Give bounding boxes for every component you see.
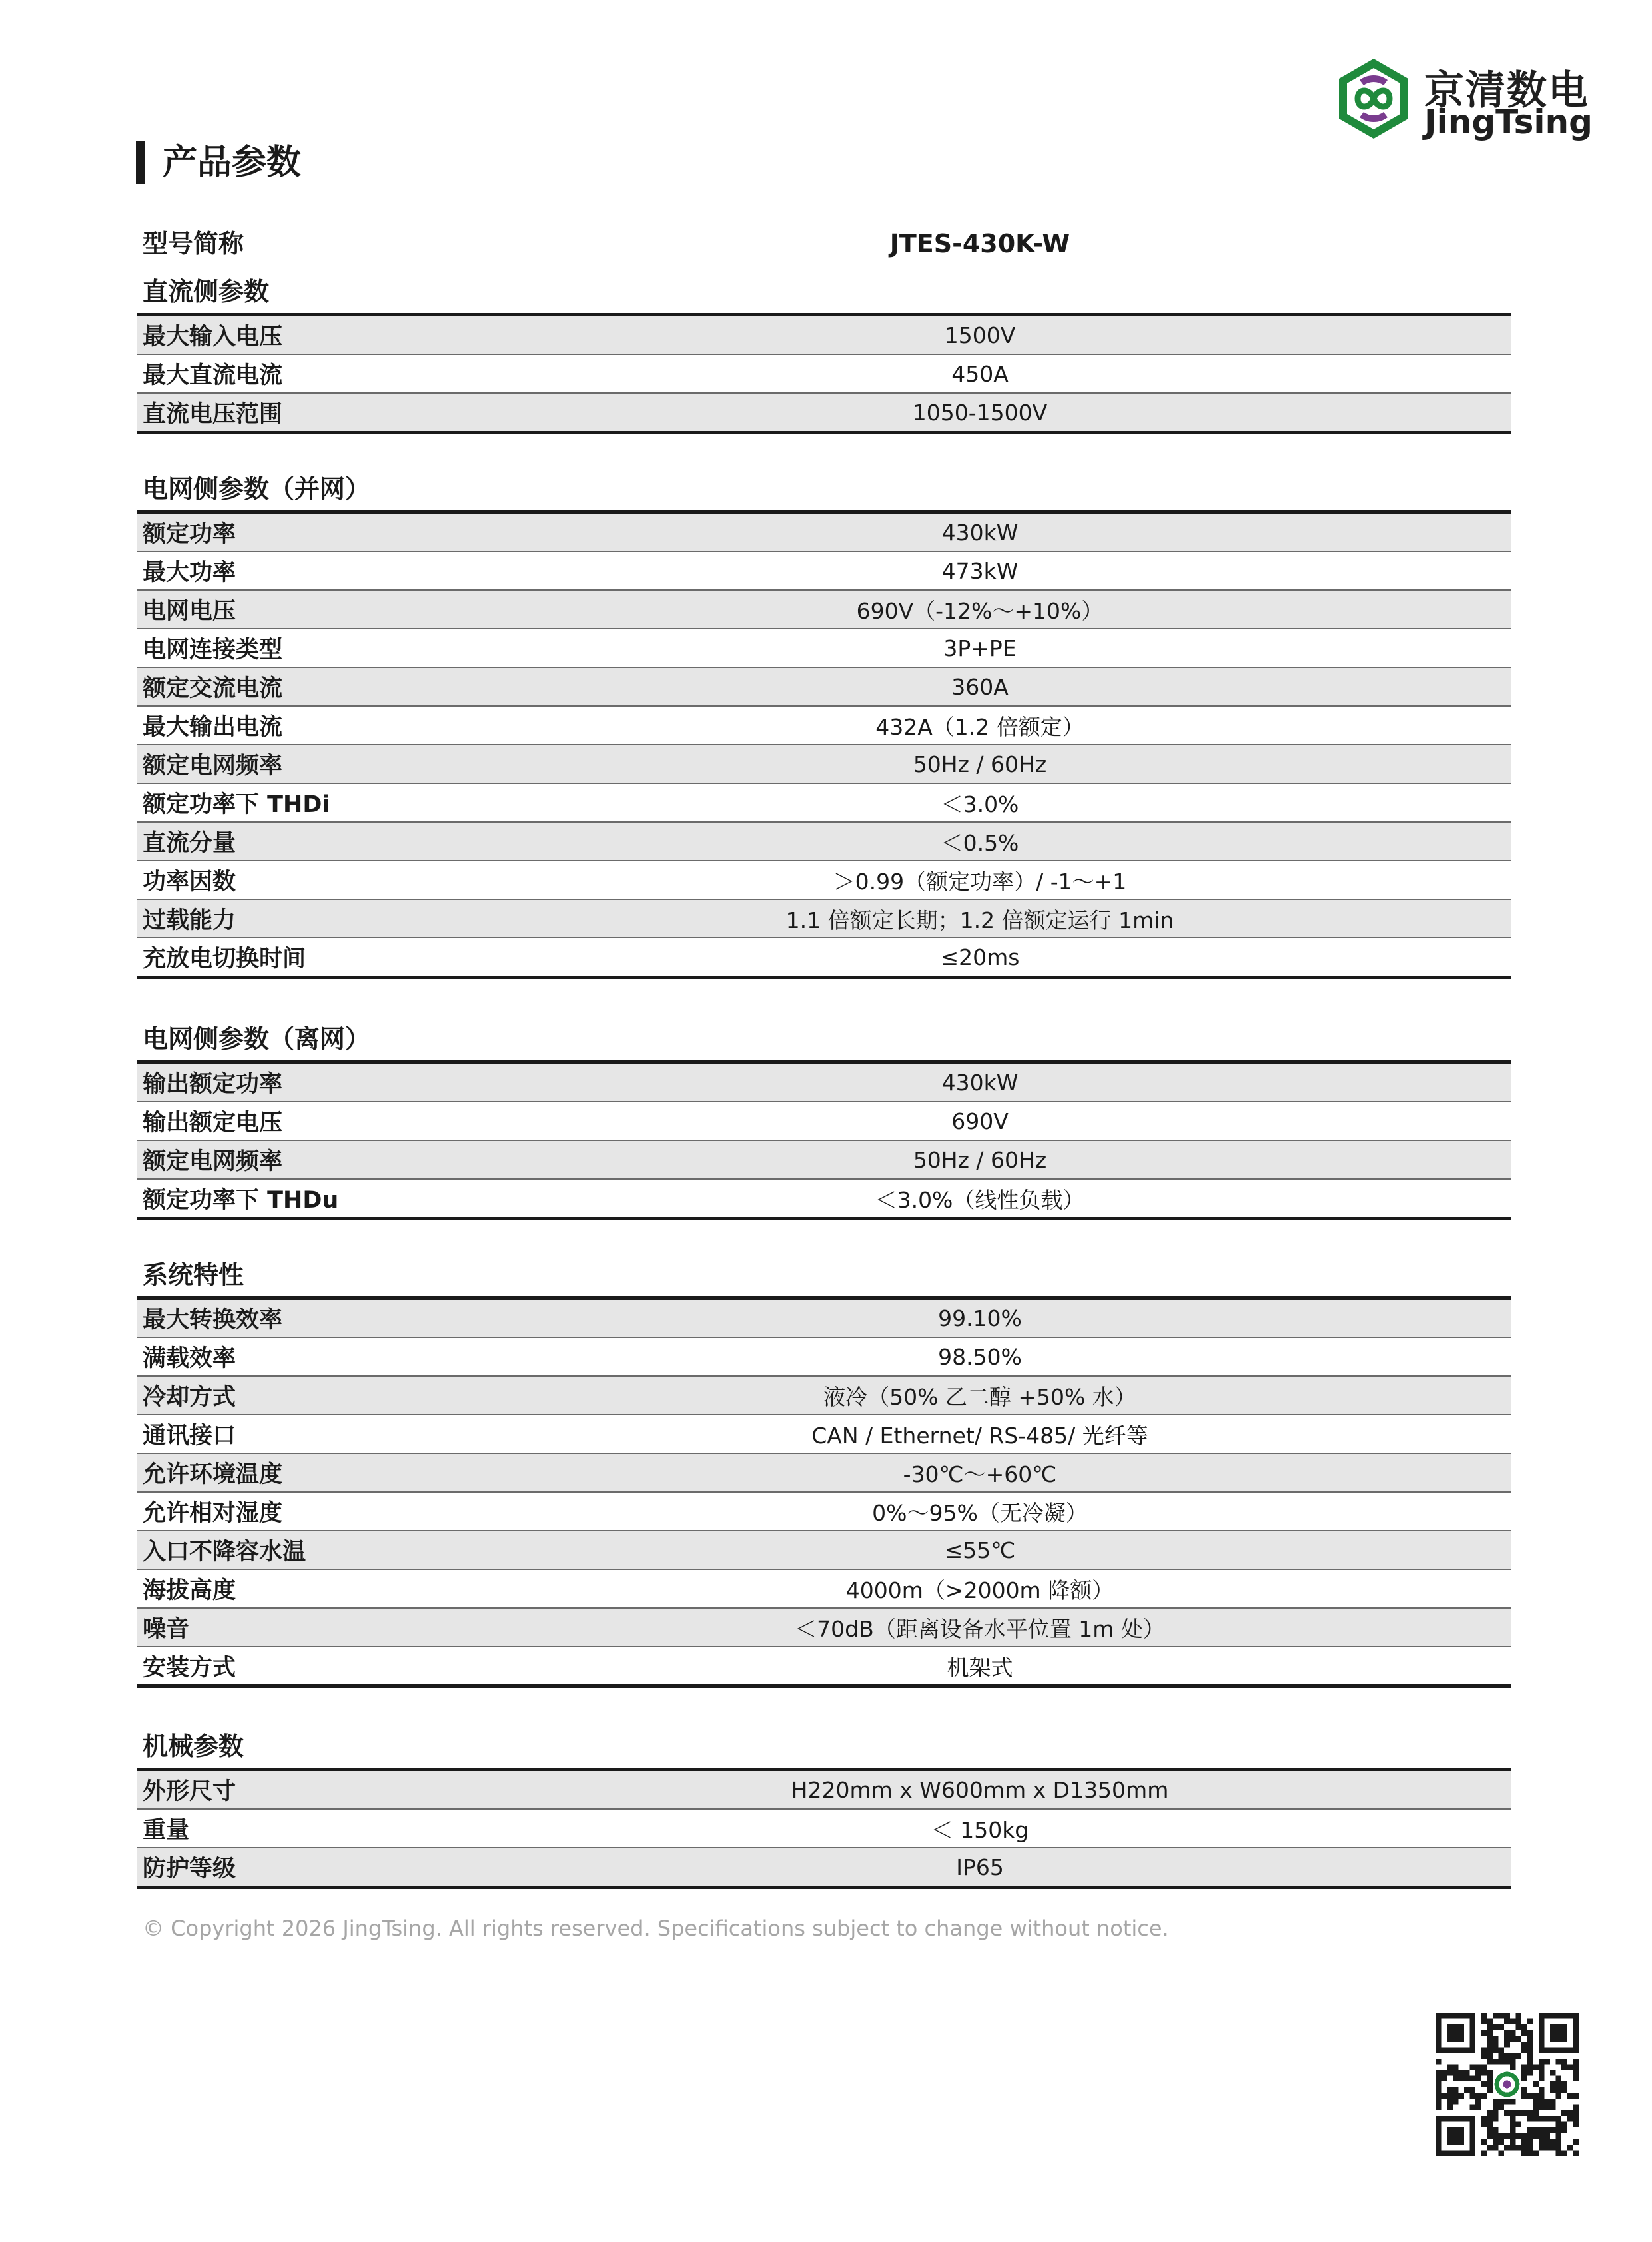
param-label: 入口不降容水温 bbox=[137, 1531, 449, 1569]
section-grid-off-params bbox=[137, 1018, 1511, 1220]
param-value: -30℃～+60℃ bbox=[449, 1453, 1511, 1492]
table-row bbox=[137, 393, 1511, 433]
param-value: 98.50% bbox=[449, 1337, 1511, 1376]
table-row bbox=[137, 1647, 1511, 1686]
table-row bbox=[137, 1415, 1511, 1453]
table-row bbox=[137, 354, 1511, 393]
section-title: 电网侧参数（离网） bbox=[137, 1018, 1511, 1064]
table-row bbox=[137, 1453, 1511, 1492]
param-label: 满载效率 bbox=[137, 1337, 449, 1376]
param-value: ≤55℃ bbox=[449, 1531, 1511, 1569]
table-row bbox=[137, 1337, 1511, 1376]
param-value: 360A bbox=[449, 667, 1511, 706]
param-value: ＜ 150kg bbox=[449, 1809, 1511, 1848]
param-label: 最大直流电流 bbox=[137, 354, 449, 393]
param-label: 安装方式 bbox=[143, 1655, 236, 1681]
param-value: 50Hz / 60Hz bbox=[449, 745, 1511, 783]
table-row bbox=[137, 861, 1511, 899]
param-label: 最大转换效率 bbox=[137, 1300, 449, 1337]
param-value: 4000m（>2000m 降额） bbox=[449, 1569, 1511, 1608]
param-label: 海拔高度 bbox=[137, 1569, 449, 1608]
table-row bbox=[137, 1376, 1511, 1415]
table-row bbox=[137, 822, 1511, 861]
param-label: 外形尺寸 bbox=[137, 1771, 449, 1809]
param-label: 允许相对湿度 bbox=[137, 1492, 449, 1531]
table-row bbox=[137, 1102, 1511, 1140]
param-value: 液冷（50% 乙二醇 +50% 水） bbox=[449, 1376, 1511, 1415]
table-row bbox=[137, 629, 1511, 667]
param-value: CAN / Ethernet/ RS-485/ 光纤等 bbox=[449, 1415, 1511, 1453]
param-label: 额定功率下 THDi bbox=[137, 783, 449, 822]
table-row bbox=[137, 1179, 1511, 1219]
table-row bbox=[137, 552, 1511, 590]
brand-name-cn: 京清数电 bbox=[1424, 67, 1589, 114]
table-row bbox=[137, 590, 1511, 629]
spec-table bbox=[137, 1300, 1511, 1688]
param-label: 额定功率下 THDu bbox=[143, 1187, 339, 1214]
page-title: 产品参数 bbox=[136, 141, 301, 184]
table-row bbox=[137, 1300, 1511, 1337]
param-value: 1.1 倍额定长期；1.2 倍额定运行 1min bbox=[449, 899, 1511, 938]
table-row bbox=[137, 1569, 1511, 1608]
section-system-features bbox=[137, 1254, 1511, 1688]
param-label: 输出额定功率 bbox=[137, 1064, 449, 1102]
param-value: 473kW bbox=[449, 552, 1511, 590]
table-row bbox=[137, 1771, 1511, 1809]
param-value: 1500V bbox=[449, 316, 1511, 354]
param-value: 450A bbox=[449, 354, 1511, 393]
param-label: 允许环境温度 bbox=[137, 1453, 449, 1492]
param-label: 过载能力 bbox=[137, 899, 449, 938]
model-label: 型号简称 bbox=[143, 229, 244, 258]
param-label: 最大输入电压 bbox=[137, 316, 449, 354]
section-grid-on-params bbox=[137, 468, 1511, 979]
param-value: ≤20ms bbox=[940, 944, 1020, 970]
param-label: 最大功率 bbox=[137, 552, 449, 590]
param-label: 最大输出电流 bbox=[137, 706, 449, 745]
spec-table bbox=[137, 1771, 1511, 1889]
param-value: 1050-1500V bbox=[449, 393, 1511, 433]
section-title: 机械参数 bbox=[137, 1725, 1511, 1771]
param-value: 3P+PE bbox=[449, 629, 1511, 667]
brand-name-en: JingTsing bbox=[1424, 103, 1593, 141]
model-value: JTES-430K-W bbox=[889, 229, 1070, 258]
param-label: 冷却方式 bbox=[137, 1376, 449, 1415]
param-value: ＜3.0%（线性负载） bbox=[875, 1186, 1085, 1213]
param-label: 噪音 bbox=[137, 1608, 449, 1647]
section-title: 电网侧参数（并网） bbox=[137, 468, 1511, 514]
table-row bbox=[137, 899, 1511, 938]
param-value: IP65 bbox=[449, 1848, 1511, 1888]
param-value: ＞0.99（额定功率）/ -1～+1 bbox=[449, 861, 1511, 899]
table-row bbox=[137, 1809, 1511, 1848]
table-row bbox=[137, 1140, 1511, 1179]
table-row bbox=[137, 1848, 1511, 1888]
param-label: 额定电网频率 bbox=[137, 1140, 449, 1179]
spec-table bbox=[137, 316, 1511, 434]
table-row bbox=[137, 706, 1511, 745]
table-row bbox=[137, 938, 1511, 978]
param-value: H220mm x W600mm x D1350mm bbox=[449, 1771, 1511, 1809]
spec-table bbox=[137, 514, 1511, 979]
param-value: 机架式 bbox=[947, 1654, 1013, 1681]
param-value: ＜3.0% bbox=[449, 783, 1511, 822]
section-title: 系统特性 bbox=[137, 1254, 1511, 1300]
param-label: 直流分量 bbox=[137, 822, 449, 861]
param-value: 690V bbox=[449, 1102, 1511, 1140]
param-value: 430kW bbox=[449, 1064, 1511, 1102]
param-label: 重量 bbox=[137, 1809, 449, 1848]
table-row bbox=[137, 514, 1511, 552]
spec-table bbox=[137, 1064, 1511, 1220]
param-label: 功率因数 bbox=[137, 861, 449, 899]
table-row bbox=[137, 1608, 1511, 1647]
param-value: 430kW bbox=[449, 514, 1511, 552]
param-label: 电网电压 bbox=[137, 590, 449, 629]
table-row bbox=[137, 745, 1511, 783]
param-label: 额定电网频率 bbox=[137, 745, 449, 783]
param-value: 690V（-12%～+10%） bbox=[449, 590, 1511, 629]
param-value: 432A（1.2 倍额定） bbox=[449, 706, 1511, 745]
copyright-notice: © Copyright 2026 JingTsing. All rights reserved. Specifications subject to change without notice. bbox=[143, 1916, 1169, 1941]
param-value: 99.10% bbox=[449, 1300, 1511, 1337]
qr-code-icon bbox=[1436, 2013, 1579, 2156]
param-value: 50Hz / 60Hz bbox=[449, 1140, 1511, 1179]
brand-logo bbox=[1331, 55, 1604, 145]
param-label: 防护等级 bbox=[137, 1848, 449, 1888]
param-label: 通讯接口 bbox=[137, 1415, 449, 1453]
section-title: 直流侧参数 bbox=[137, 270, 1511, 316]
table-row bbox=[137, 1492, 1511, 1531]
param-label: 额定功率 bbox=[137, 514, 449, 552]
param-value: ＜0.5% bbox=[449, 822, 1511, 861]
param-label: 电网连接类型 bbox=[137, 629, 449, 667]
model-row bbox=[143, 224, 1511, 264]
param-value: 0%～95%（无冷凝） bbox=[449, 1492, 1511, 1531]
param-label: 直流电压范围 bbox=[137, 393, 449, 433]
table-row bbox=[137, 316, 1511, 354]
table-row bbox=[137, 783, 1511, 822]
table-row bbox=[137, 667, 1511, 706]
section-mechanical-params bbox=[137, 1725, 1511, 1889]
param-value: ＜70dB（距离设备水平位置 1m 处） bbox=[449, 1608, 1511, 1647]
table-row bbox=[137, 1531, 1511, 1569]
section-dc-params bbox=[137, 270, 1511, 434]
param-label: 额定交流电流 bbox=[137, 667, 449, 706]
param-label: 充放电切换时间 bbox=[143, 946, 306, 972]
jingtsing-logo-icon bbox=[1331, 56, 1416, 141]
table-row bbox=[137, 1064, 1511, 1102]
param-label: 输出额定电压 bbox=[137, 1102, 449, 1140]
